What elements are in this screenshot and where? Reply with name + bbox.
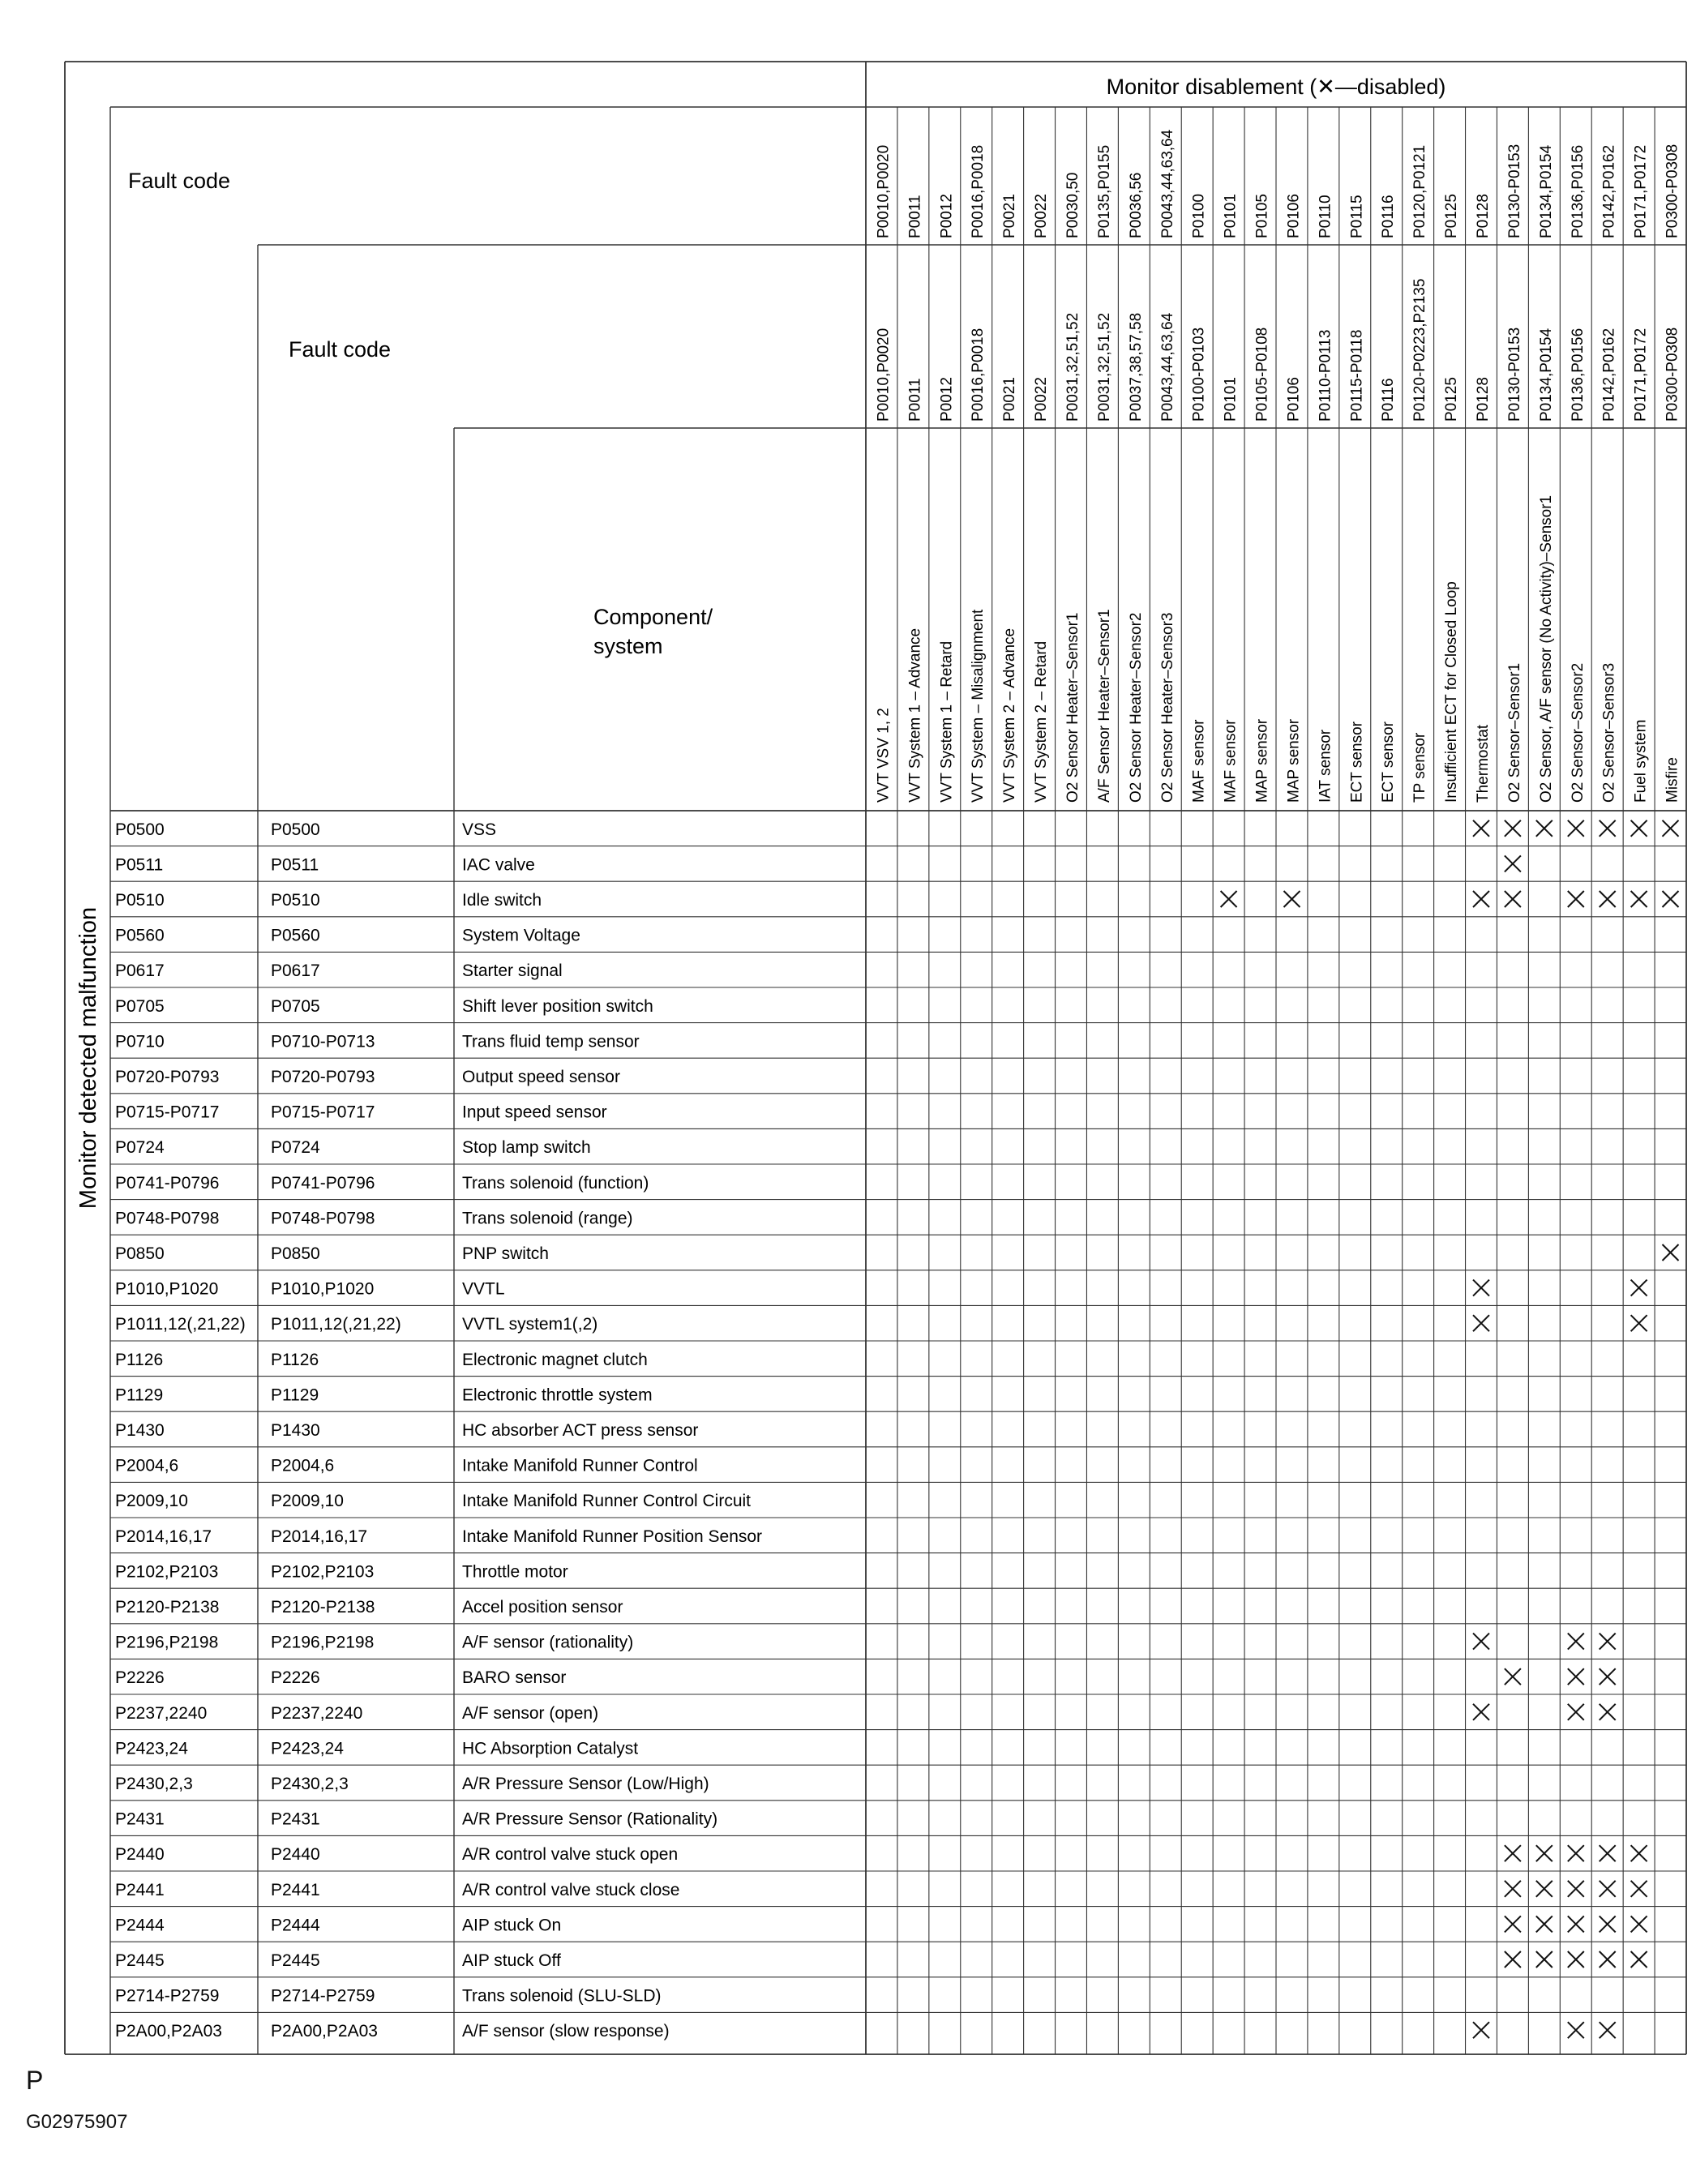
row-fault-code: P0720-P0793 (115, 1068, 220, 1086)
row-component: Stop lamp switch (462, 1138, 591, 1158)
monitor-col-component: Thermostat (1475, 724, 1492, 803)
row-fault-code: P2445 (115, 1951, 165, 1970)
disabled-mark (1568, 1845, 1584, 1861)
row-fault-code-2: P0511 (271, 855, 319, 875)
monitor-col-code-top: P0010,P0020 (875, 144, 893, 238)
monitor-col-component: A/F Sensor Heater–Sensor1 (1095, 609, 1113, 803)
row-component: System Voltage (462, 926, 580, 945)
monitor-col-code-mid: P0016,P0018 (970, 328, 987, 422)
row-fault-code-2: P2431 (271, 1809, 320, 1829)
monitor-col-component: MAF sensor (1190, 719, 1208, 803)
disabled-mark (1284, 891, 1300, 907)
row-component: A/R Pressure Sensor (Rationality) (462, 1809, 718, 1829)
row-fault-code-2: P1430 (271, 1421, 320, 1440)
disabled-mark (1505, 891, 1521, 907)
row-fault-code-2: P1126 (271, 1350, 319, 1369)
disabled-mark (1473, 1704, 1489, 1720)
monitor-col-component: Fuel system (1632, 719, 1650, 803)
row-component: A/R control valve stuck close (462, 1880, 680, 1899)
monitor-col-code-mid: P0010,P0020 (875, 328, 893, 422)
row-fault-code-2: P0748-P0798 (271, 1209, 375, 1228)
row-fault-code: P2440 (115, 1845, 165, 1865)
row-component: A/F sensor (open) (462, 1703, 599, 1723)
monitor-col-code-top: P0021 (1001, 194, 1019, 238)
row-component: VVTL (462, 1279, 505, 1299)
monitor-col-component: O2 Sensor–Sensor3 (1600, 662, 1618, 803)
row-fault-code-2: P2430,2,3 (271, 1775, 349, 1793)
row-fault-code-2: P0510 (271, 891, 320, 910)
row-fault-code: P0710 (115, 1032, 165, 1051)
monitor-col-component: O2 Sensor Heater–Sensor1 (1064, 612, 1081, 803)
monitor-col-code-mid: P0043,44,63,64 (1159, 312, 1176, 422)
row-component: Shift lever position switch (462, 996, 653, 1016)
disabled-mark (1600, 1845, 1616, 1861)
row-fault-code: P2431 (115, 1809, 165, 1829)
monitor-col-component: MAP sensor (1285, 718, 1303, 803)
row-component: HC absorber ACT press sensor (462, 1421, 699, 1440)
monitor-col-code-mid: P0116 (1380, 378, 1398, 422)
row-component: Intake Manifold Runner Control (462, 1456, 698, 1475)
disabled-mark (1568, 891, 1584, 907)
monitor-col-component: MAF sensor (1222, 719, 1240, 803)
monitor-col-code-mid: P0115-P0118 (1348, 329, 1366, 422)
row-component: Trans solenoid (SLU-SLD) (462, 1986, 662, 2006)
disabled-mark (1536, 1845, 1553, 1861)
row-fault-code: P1010,P1020 (115, 1279, 219, 1299)
row-fault-code-2: P2445 (271, 1951, 320, 1970)
row-fault-code-2: P2014,16,17 (271, 1527, 368, 1546)
disabled-mark (1600, 2022, 1616, 2038)
disabled-mark (1473, 2022, 1489, 2038)
monitor-col-code-mid: P0031,32,51,52 (1064, 312, 1081, 422)
disabled-mark (1568, 820, 1584, 837)
disabled-mark (1473, 1315, 1489, 1331)
disabled-mark (1600, 1634, 1616, 1650)
row-fault-code-2: P0617 (271, 961, 320, 981)
monitor-col-component: Insufficient ECT for Closed Loop (1443, 581, 1461, 803)
disabled-mark (1631, 820, 1647, 837)
disabled-mark (1631, 1881, 1647, 1897)
monitor-col-code-top: P0128 (1475, 194, 1492, 238)
disabled-mark (1568, 1916, 1584, 1932)
monitor-col-code-mid: P0106 (1285, 377, 1303, 422)
row-fault-code: P2430,2,3 (115, 1775, 193, 1793)
row-fault-code: P0510 (115, 891, 165, 910)
row-component: Trans solenoid (function) (462, 1173, 649, 1193)
row-fault-code: P1011,12(,21,22) (115, 1315, 246, 1334)
monitor-col-code-mid: P0125 (1443, 377, 1461, 422)
row-fault-code-2: P2004,6 (271, 1456, 335, 1475)
row-component: Electronic magnet clutch (462, 1350, 648, 1369)
row-fault-code: P1129 (115, 1385, 164, 1405)
monitor-col-code-top: P0101 (1222, 194, 1240, 238)
monitor-col-code-top: P0136,P0156 (1569, 144, 1587, 238)
disabled-mark (1631, 1315, 1647, 1331)
disabled-mark (1600, 1881, 1616, 1897)
monitor-col-component: VVT System 2 – Advance (1001, 627, 1019, 803)
disabled-mark (1631, 1280, 1647, 1296)
row-component: A/F sensor (rationality) (462, 1633, 634, 1652)
row-component: PNP switch (462, 1244, 549, 1263)
monitor-col-code-mid: P0134,P0154 (1537, 328, 1555, 422)
row-component: A/R Pressure Sensor (Low/High) (462, 1775, 709, 1793)
row-component: Input speed sensor (462, 1103, 607, 1122)
disabled-mark (1631, 891, 1647, 907)
row-fault-code-2: P0715-P0717 (271, 1103, 375, 1122)
row-fault-code: P0748-P0798 (115, 1209, 220, 1228)
monitor-detected-malfunction-label: Monitor detected malfunction (75, 906, 101, 1210)
row-component: Trans fluid temp sensor (462, 1032, 640, 1051)
row-fault-code: P0617 (115, 961, 165, 981)
row-component: HC Absorption Catalyst (462, 1739, 639, 1758)
monitor-col-code-mid: P0110-P0113 (1317, 329, 1334, 422)
row-component: A/F sensor (slow response) (462, 2022, 670, 2041)
row-fault-code: P2226 (115, 1668, 165, 1688)
disabled-mark (1473, 820, 1489, 837)
monitor-col-component: ECT sensor (1348, 722, 1366, 803)
row-fault-code: P2014,16,17 (115, 1527, 212, 1546)
row-component: Starter signal (462, 961, 563, 981)
row-fault-code: P2444 (115, 1916, 165, 1935)
disabled-mark (1505, 1881, 1521, 1897)
disabled-mark (1536, 820, 1553, 837)
row-fault-code-2: P2196,P2198 (271, 1633, 375, 1652)
row-fault-code-2: P2A00,P2A03 (271, 2022, 378, 2041)
fault-code-header-mid: Fault code (289, 337, 392, 362)
row-fault-code: P1430 (115, 1421, 165, 1440)
disabled-mark (1536, 1881, 1553, 1897)
row-fault-code: P1126 (115, 1350, 164, 1369)
disabled-mark (1473, 1280, 1489, 1296)
row-fault-code-2: P1010,P1020 (271, 1279, 375, 1299)
disabled-mark (1568, 1951, 1584, 1968)
monitor-col-component: VVT System 1 – Advance (906, 627, 924, 803)
disabled-marks (1221, 820, 1679, 2038)
row-fault-code: P0500 (115, 820, 165, 839)
component-system-header-line1: Component/ (593, 605, 713, 629)
row-fault-code: P2120-P2138 (115, 1598, 220, 1617)
row-fault-code: P2A00,P2A03 (115, 2022, 222, 2041)
monitor-col-code-top: P0116 (1380, 195, 1398, 238)
row-fault-code-2: P2102,P2103 (271, 1562, 375, 1582)
row-fault-code: P2102,P2103 (115, 1562, 219, 1582)
monitor-col-code-mid: P0011 (906, 378, 924, 422)
disabled-mark (1568, 2022, 1584, 2038)
monitor-col-component: IAT sensor (1317, 729, 1334, 803)
disabled-mark (1663, 1244, 1679, 1261)
monitor-col-code-top: P0012 (938, 194, 956, 238)
row-fault-code: P2441 (115, 1880, 165, 1899)
monitor-col-component: VVT VSV 1, 2 (875, 708, 893, 803)
disabled-mark (1505, 855, 1521, 871)
row-fault-code-2: P2440 (271, 1845, 320, 1865)
row-fault-code: P2004,6 (115, 1456, 179, 1475)
row-component: A/R control valve stuck open (462, 1845, 679, 1865)
disabled-mark (1568, 1634, 1584, 1650)
row-fault-code-2: P2441 (271, 1880, 320, 1899)
monitor-col-code-top: P0134,P0154 (1537, 144, 1555, 238)
disabled-mark (1631, 1916, 1647, 1932)
monitor-col-code-top: P0011 (906, 195, 924, 238)
monitor-col-code-mid: P0101 (1222, 377, 1240, 422)
monitor-col-code-top: P0043,44,63,64 (1159, 129, 1176, 238)
row-fault-code-2: P1011,12(,21,22) (271, 1315, 401, 1334)
row-fault-code-2: P2120-P2138 (271, 1598, 375, 1617)
monitor-col-component: O2 Sensor–Sensor1 (1505, 662, 1523, 803)
disabled-mark (1568, 1668, 1584, 1685)
monitor-col-code-mid: P0136,P0156 (1569, 328, 1587, 422)
monitor-col-component: VVT System 1 – Retard (938, 640, 956, 803)
row-component: Trans solenoid (range) (462, 1209, 633, 1228)
row-fault-code-2: P0710-P0713 (271, 1032, 375, 1051)
monitor-col-code-top: P0300-P0308 (1664, 143, 1681, 238)
monitor-col-code-top: P0106 (1285, 194, 1303, 238)
monitor-col-code-top: P0030,50 (1064, 172, 1081, 238)
row-fault-code-2: P2423,24 (271, 1739, 344, 1758)
monitor-col-component: ECT sensor (1380, 722, 1398, 803)
monitor-col-code-top: P0135,P0155 (1095, 144, 1113, 238)
monitor-col-code-mid: P0128 (1475, 377, 1492, 422)
disabled-mark (1631, 1951, 1647, 1968)
disabled-mark (1631, 1845, 1647, 1861)
table-rows (115, 820, 762, 2041)
row-fault-code: P2196,P2198 (115, 1633, 219, 1652)
monitor-col-code-mid: P0012 (938, 377, 956, 422)
row-component: Intake Manifold Runner Position Sensor (462, 1527, 763, 1546)
monitor-col-component: TP sensor (1411, 732, 1429, 803)
row-fault-code-2: P0720-P0793 (271, 1068, 375, 1086)
monitor-col-code-mid: P0031,32,51,52 (1095, 312, 1113, 422)
row-fault-code: P0715-P0717 (115, 1103, 220, 1122)
disabled-mark (1663, 820, 1679, 837)
row-fault-code: P0705 (115, 996, 165, 1016)
row-fault-code-2: P2237,2240 (271, 1703, 363, 1723)
monitor-col-code-top: P0105 (1253, 194, 1271, 238)
footer-section-letter: P (26, 2066, 44, 2095)
row-fault-code-2: P0850 (271, 1244, 320, 1263)
row-fault-code: P0511 (115, 855, 164, 875)
monitor-col-code-mid: P0021 (1001, 377, 1019, 422)
monitor-col-code-mid: P0022 (1033, 377, 1051, 422)
monitor-col-code-top: P0171,P0172 (1632, 144, 1650, 238)
disabled-mark (1505, 820, 1521, 837)
monitor-col-component: VVT System 2 – Retard (1033, 640, 1051, 803)
fault-code-header-top: Fault code (128, 169, 231, 193)
row-fault-code: P0741-P0796 (115, 1173, 220, 1193)
disabled-mark (1600, 1668, 1616, 1685)
row-fault-code-2: P2714-P2759 (271, 1986, 375, 2006)
row-component: Output speed sensor (462, 1068, 620, 1086)
row-component: Idle switch (462, 891, 542, 910)
monitor-col-component: Misfire (1664, 757, 1681, 803)
monitor-col-code-top: P0120,P0121 (1411, 144, 1429, 238)
row-fault-code: P0560 (115, 926, 165, 945)
monitor-disablement-title: Monitor disablement (✕—disabled) (1106, 75, 1446, 99)
row-fault-code-2: P0560 (271, 926, 320, 945)
row-fault-code: P2423,24 (115, 1739, 188, 1758)
row-fault-code-2: P0724 (271, 1138, 320, 1158)
row-fault-code: P2714-P2759 (115, 1986, 220, 2006)
disabled-mark (1473, 891, 1489, 907)
monitor-col-code-top: P0115 (1348, 195, 1366, 238)
disabled-mark (1505, 1916, 1521, 1932)
row-component: VVTL system1(,2) (462, 1315, 598, 1334)
disabled-mark (1505, 1845, 1521, 1861)
component-system-header-line2: system (593, 634, 663, 658)
row-fault-code-2: P0500 (271, 820, 320, 839)
monitor-col-code-mid: P0037,38,57,58 (1127, 312, 1145, 422)
row-fault-code: P0850 (115, 1244, 165, 1263)
disabled-mark (1600, 1704, 1616, 1720)
row-fault-code: P2237,2240 (115, 1703, 208, 1723)
monitor-col-code-mid: P0130-P0153 (1505, 327, 1523, 422)
monitor-col-code-top: P0016,P0018 (970, 144, 987, 238)
row-component: BARO sensor (462, 1668, 567, 1688)
monitor-col-code-top: P0036,56 (1127, 172, 1145, 238)
row-component: AIP stuck Off (462, 1951, 561, 1970)
footer-figure-id: G02975907 (26, 2111, 128, 2133)
disabled-mark (1536, 1951, 1553, 1968)
row-component: Throttle motor (462, 1562, 568, 1582)
row-component: IAC valve (462, 855, 535, 875)
monitor-col-component: MAP sensor (1253, 718, 1271, 803)
monitor-col-code-top: P0125 (1443, 194, 1461, 238)
monitor-col-code-top: P0100 (1190, 194, 1208, 238)
monitor-col-code-top: P0110 (1317, 195, 1334, 238)
row-fault-code-2: P0741-P0796 (271, 1173, 375, 1193)
disabled-mark (1536, 1916, 1553, 1932)
row-fault-code-2: P2009,10 (271, 1492, 344, 1511)
disabled-mark (1600, 891, 1616, 907)
disabled-mark (1505, 1951, 1521, 1968)
monitor-col-code-mid: P0120-P0223,P2135 (1411, 278, 1429, 422)
monitor-col-component: VVT System – Misalignment (970, 609, 987, 803)
row-fault-code-2: P2444 (271, 1916, 320, 1935)
monitor-col-code-top: P0142,P0162 (1600, 144, 1618, 238)
disabled-mark (1568, 1704, 1584, 1720)
row-fault-code: P0724 (115, 1138, 165, 1158)
row-component: AIP stuck On (462, 1916, 562, 1935)
disabled-mark (1663, 891, 1679, 907)
monitor-col-code-mid: P0105-P0108 (1253, 327, 1271, 422)
row-fault-code-2: P1129 (271, 1385, 319, 1405)
monitor-col-code-mid: P0300-P0308 (1664, 327, 1681, 422)
disabled-mark (1600, 820, 1616, 837)
disabled-mark (1505, 1668, 1521, 1685)
disabled-mark (1568, 1881, 1584, 1897)
disabled-mark (1221, 891, 1237, 907)
monitor-col-component: O2 Sensor Heater–Sensor2 (1127, 612, 1145, 803)
monitor-col-code-top: P0022 (1033, 194, 1051, 238)
monitor-col-component: O2 Sensor–Sensor2 (1569, 662, 1587, 803)
monitor-col-code-top: P0130-P0153 (1505, 143, 1523, 238)
row-fault-code-2: P2226 (271, 1668, 320, 1688)
monitor-col-code-mid: P0171,P0172 (1632, 328, 1650, 422)
row-fault-code-2: P0705 (271, 996, 320, 1016)
monitor-col-component: O2 Sensor Heater–Sensor3 (1159, 612, 1176, 803)
row-component: VSS (462, 820, 497, 839)
monitor-col-component: O2 Sensor, A/F sensor (No Activity)–Sensor1 (1537, 495, 1555, 803)
row-component: Intake Manifold Runner Control Circuit (462, 1492, 751, 1511)
disabled-mark (1473, 1634, 1489, 1650)
monitor-col-code-mid: P0100-P0103 (1190, 327, 1208, 422)
row-fault-code: P2009,10 (115, 1492, 188, 1511)
monitor-col-code-mid: P0142,P0162 (1600, 328, 1618, 422)
row-component: Accel position sensor (462, 1598, 623, 1617)
disabled-mark (1600, 1916, 1616, 1932)
row-component: Electronic throttle system (462, 1385, 653, 1405)
disabled-mark (1600, 1951, 1616, 1968)
